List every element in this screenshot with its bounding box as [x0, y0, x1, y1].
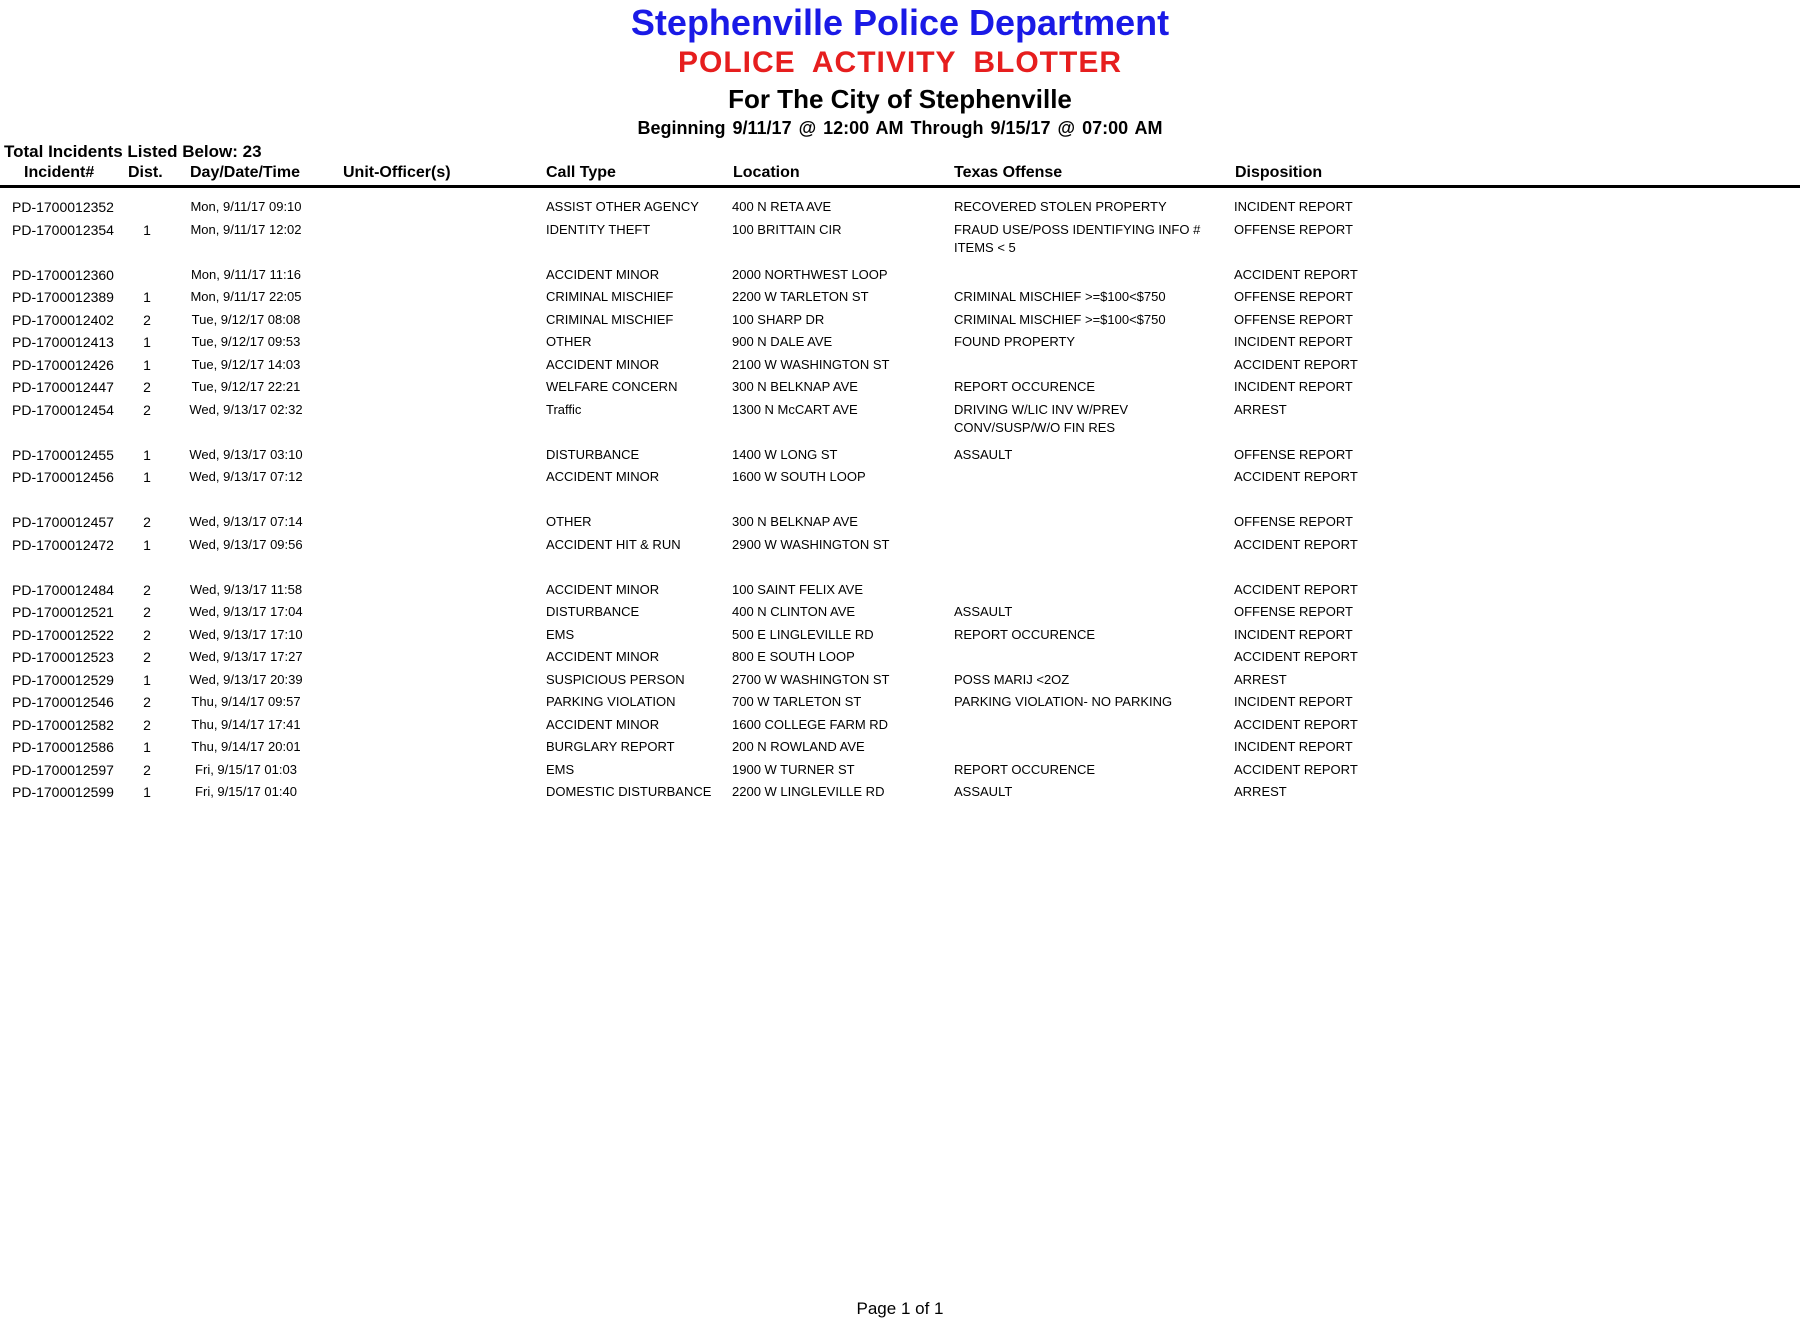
- location-cell: 1300 N McCART AVE: [732, 401, 858, 417]
- texas-offense-cell: ASSAULT: [954, 446, 1013, 462]
- table-row: [0, 446, 1800, 469]
- disposition-cell: INCIDENT REPORT: [1234, 739, 1353, 754]
- location-cell: 1600 COLLEGE FARM RD: [732, 716, 889, 732]
- table-row: [0, 626, 1800, 649]
- district-cell: 2: [143, 379, 151, 395]
- location-cell: 2700 W WASHINGTON ST: [732, 671, 890, 687]
- district-cell: 1: [143, 289, 151, 305]
- table-row: [0, 761, 1800, 784]
- texas-offense-cell: REPORT OCCURENCE: [954, 379, 1096, 394]
- location-cell: 100 SHARP DR: [732, 311, 825, 327]
- table-row: [0, 513, 1800, 536]
- district-cell: 2: [143, 604, 151, 620]
- district-cell: 1: [143, 446, 151, 463]
- incident-number-cell: PD-1700012546: [12, 694, 114, 710]
- department-title: Stephenville Police Department: [630, 2, 1170, 43]
- district-cell: 1: [143, 334, 151, 350]
- table-row: [0, 468, 1800, 513]
- call-type-cell: IDENTITY THEFT: [546, 221, 651, 237]
- incident-number-cell: PD-1700012413: [12, 334, 114, 350]
- location-cell: 2200 W LINGLEVILLE RD: [732, 784, 885, 799]
- call-type-cell: ACCIDENT HIT & RUN: [546, 536, 681, 552]
- location-cell: 2900 W WASHINGTON ST: [732, 536, 890, 552]
- call-type-cell: ACCIDENT MINOR: [546, 581, 660, 597]
- texas-offense-cell: RECOVERED STOLEN PROPERTY: [954, 199, 1167, 214]
- call-type-cell: ASSIST OTHER AGENCY: [546, 199, 699, 214]
- district-cell: 2: [143, 694, 151, 710]
- table-row: [0, 333, 1800, 356]
- incident-number-cell: PD-1700012523: [12, 649, 114, 665]
- incident-number-cell: PD-1700012354: [12, 221, 114, 238]
- district-cell: 2: [143, 581, 151, 598]
- date-time-cell: Thu, 9/14/17 17:41: [191, 716, 301, 732]
- call-type-cell: DOMESTIC DISTURBANCE: [546, 784, 712, 799]
- table-row: [0, 716, 1800, 739]
- table-row: [0, 671, 1800, 694]
- column-header-incident: Incident#: [24, 164, 95, 181]
- incident-number-cell: PD-1700012389: [12, 289, 114, 305]
- district-cell: 2: [143, 716, 151, 733]
- disposition-cell: INCIDENT REPORT: [1234, 334, 1353, 349]
- column-header-unit: Unit-Officer(s): [343, 164, 451, 181]
- date-time-cell: Wed, 9/13/17 09:56: [189, 536, 303, 552]
- texas-offense-cell: ASSAULT: [954, 784, 1013, 799]
- date-time-cell: Mon, 9/11/17 12:02: [190, 221, 302, 237]
- date-time-cell: Tue, 9/12/17 08:08: [191, 311, 301, 327]
- incident-number-cell: PD-1700012529: [12, 671, 114, 688]
- page-number: Page 1 of 1: [856, 1299, 944, 1318]
- call-type-cell: ACCIDENT MINOR: [546, 469, 660, 484]
- disposition-cell: OFFENSE REPORT: [1234, 289, 1353, 304]
- call-type-cell: CRIMINAL MISCHIEF: [546, 311, 674, 327]
- disposition-cell: OFFENSE REPORT: [1234, 221, 1353, 237]
- district-cell: 2: [143, 514, 151, 530]
- date-time-cell: Wed, 9/13/17 17:04: [189, 604, 303, 619]
- disposition-cell: ACCIDENT REPORT: [1234, 649, 1358, 664]
- column-header-offense: Texas Offense: [954, 164, 1063, 181]
- call-type-cell: ACCIDENT MINOR: [546, 716, 660, 732]
- table-row: [0, 693, 1800, 716]
- texas-offense-cell: FRAUD USE/POSS IDENTIFYING INFO # ITEMS < 5: [954, 221, 1201, 255]
- date-time-cell: Wed, 9/13/17 11:58: [189, 581, 303, 597]
- table-row: [0, 311, 1800, 334]
- disposition-cell: OFFENSE REPORT: [1234, 446, 1353, 462]
- district-cell: 1: [143, 739, 151, 755]
- city-line: For The City of Stephenville: [728, 84, 1072, 114]
- location-cell: 1600 W SOUTH LOOP: [732, 469, 866, 484]
- disposition-cell: ACCIDENT REPORT: [1234, 536, 1358, 552]
- date-time-cell: Wed, 9/13/17 02:32: [189, 401, 303, 417]
- column-header-location: Location: [733, 164, 800, 181]
- disposition-cell: INCIDENT REPORT: [1234, 199, 1353, 214]
- date-time-cell: Wed, 9/13/17 17:10: [189, 626, 303, 642]
- incident-number-cell: PD-1700012360: [12, 266, 114, 283]
- disposition-cell: INCIDENT REPORT: [1234, 379, 1353, 394]
- table-row: [0, 603, 1800, 626]
- disposition-cell: ACCIDENT REPORT: [1234, 356, 1358, 372]
- incident-number-cell: PD-1700012447: [12, 379, 114, 395]
- texas-offense-cell: PARKING VIOLATION- NO PARKING: [954, 694, 1173, 709]
- date-time-cell: Mon, 9/11/17 11:16: [190, 266, 302, 282]
- district-cell: 2: [143, 649, 151, 665]
- district-cell: 2: [143, 761, 151, 778]
- disposition-cell: OFFENSE REPORT: [1234, 311, 1353, 327]
- table-row: [0, 356, 1800, 379]
- date-time-cell: Tue, 9/12/17 22:21: [191, 379, 301, 394]
- call-type-cell: DISTURBANCE: [546, 604, 640, 619]
- call-type-cell: Traffic: [546, 401, 582, 417]
- texas-offense-cell: DRIVING W/LIC INV W/PREV CONV/SUSP/W/O FIN RES: [954, 401, 1129, 435]
- call-type-cell: CRIMINAL MISCHIEF: [546, 289, 674, 304]
- disposition-cell: ACCIDENT REPORT: [1234, 761, 1358, 777]
- incident-number-cell: PD-1700012521: [12, 604, 114, 620]
- texas-offense-cell: ASSAULT: [954, 604, 1013, 619]
- column-header-dist: Dist.: [128, 164, 163, 181]
- district-cell: 2: [143, 311, 151, 328]
- table-row: [0, 288, 1800, 311]
- location-cell: 2100 W WASHINGTON ST: [732, 356, 890, 372]
- table-row: [0, 581, 1800, 604]
- location-cell: 500 E LINGLEVILLE RD: [732, 626, 874, 642]
- date-time-cell: Wed, 9/13/17 20:39: [189, 671, 303, 687]
- call-type-cell: ACCIDENT MINOR: [546, 649, 660, 664]
- date-time-cell: Fri, 9/15/17 01:03: [195, 761, 297, 777]
- disposition-cell: ACCIDENT REPORT: [1234, 266, 1358, 282]
- incident-number-cell: PD-1700012472: [12, 536, 114, 553]
- date-time-cell: Mon, 9/11/17 09:10: [190, 199, 302, 214]
- table-row: [0, 221, 1800, 266]
- texas-offense-cell: CRIMINAL MISCHIEF >=$100<$750: [954, 311, 1166, 327]
- location-cell: 1900 W TURNER ST: [732, 761, 855, 777]
- call-type-cell: WELFARE CONCERN: [546, 379, 678, 394]
- disposition-cell: INCIDENT REPORT: [1234, 694, 1353, 709]
- district-cell: 1: [143, 784, 151, 800]
- table-row: [0, 783, 1800, 806]
- date-time-cell: Wed, 9/13/17 17:27: [189, 649, 303, 664]
- texas-offense-cell: FOUND PROPERTY: [954, 334, 1076, 349]
- location-cell: 200 N ROWLAND AVE: [732, 739, 865, 754]
- incident-number-cell: PD-1700012522: [12, 626, 114, 643]
- location-cell: 300 N BELKNAP AVE: [732, 379, 858, 394]
- column-header-disposition: Disposition: [1235, 164, 1323, 181]
- district-cell: 1: [143, 356, 151, 373]
- date-time-cell: Tue, 9/12/17 14:03: [191, 356, 301, 372]
- incident-number-cell: PD-1700012352: [12, 199, 114, 215]
- table-row: [0, 266, 1800, 289]
- call-type-cell: ACCIDENT MINOR: [546, 266, 660, 282]
- table-row: [0, 536, 1800, 581]
- location-cell: 400 N CLINTON AVE: [732, 604, 856, 619]
- header-divider: [0, 185, 1800, 188]
- disposition-cell: ARREST: [1234, 671, 1287, 687]
- location-cell: 2200 W TARLETON ST: [732, 289, 869, 304]
- incident-number-cell: PD-1700012402: [12, 311, 114, 328]
- disposition-cell: ACCIDENT REPORT: [1234, 469, 1358, 484]
- table-row: [0, 378, 1800, 401]
- disposition-cell: ARREST: [1234, 784, 1287, 799]
- incident-number-cell: PD-1700012597: [12, 761, 114, 778]
- incident-number-cell: PD-1700012599: [12, 784, 114, 800]
- incident-number-cell: PD-1700012426: [12, 356, 114, 373]
- column-header-call-type: Call Type: [546, 164, 616, 181]
- blotter-title: POLICE ACTIVITY BLOTTER: [677, 46, 1122, 79]
- disposition-cell: OFFENSE REPORT: [1234, 604, 1353, 619]
- district-cell: 2: [143, 626, 151, 643]
- call-type-cell: OTHER: [546, 334, 592, 349]
- incident-number-cell: PD-1700012484: [12, 581, 114, 598]
- texas-offense-cell: POSS MARIJ <2OZ: [954, 671, 1070, 687]
- district-cell: 1: [143, 221, 151, 238]
- texas-offense-cell: CRIMINAL MISCHIEF >=$100<$750: [954, 289, 1166, 304]
- disposition-cell: OFFENSE REPORT: [1234, 514, 1353, 529]
- district-cell: 1: [143, 469, 151, 485]
- incident-number-cell: PD-1700012456: [12, 469, 114, 485]
- date-time-cell: Thu, 9/14/17 20:01: [191, 739, 301, 754]
- incident-table: [0, 198, 1800, 806]
- location-cell: 300 N BELKNAP AVE: [732, 514, 858, 529]
- district-cell: 2: [143, 401, 151, 418]
- location-cell: 700 W TARLETON ST: [732, 694, 862, 709]
- incident-number-cell: PD-1700012457: [12, 514, 114, 530]
- incident-number-cell: PD-1700012454: [12, 401, 114, 418]
- incident-number-cell: PD-1700012586: [12, 739, 114, 755]
- column-header-datetime: Day/Date/Time: [190, 164, 300, 181]
- call-type-cell: OTHER: [546, 514, 592, 529]
- table-row: [0, 198, 1800, 221]
- texas-offense-cell: REPORT OCCURENCE: [954, 626, 1096, 642]
- location-cell: 400 N RETA AVE: [732, 199, 832, 214]
- date-time-cell: Wed, 9/13/17 07:12: [189, 469, 303, 484]
- table-row: [0, 738, 1800, 761]
- location-cell: 800 E SOUTH LOOP: [732, 649, 855, 664]
- table-row: [0, 401, 1800, 446]
- district-cell: 1: [143, 671, 151, 688]
- date-time-cell: Mon, 9/11/17 22:05: [190, 289, 302, 304]
- location-cell: 100 SAINT FELIX AVE: [732, 581, 864, 597]
- call-type-cell: DISTURBANCE: [546, 446, 640, 462]
- location-cell: 900 N DALE AVE: [732, 334, 833, 349]
- texas-offense-cell: REPORT OCCURENCE: [954, 761, 1096, 777]
- call-type-cell: EMS: [546, 761, 575, 777]
- call-type-cell: BURGLARY REPORT: [546, 739, 675, 754]
- table-row: [0, 648, 1800, 671]
- date-range: Beginning 9/11/17 @ 12:00 AM Through 9/15/17 @ 07:00 AM: [637, 118, 1163, 138]
- disposition-cell: ARREST: [1234, 401, 1287, 417]
- disposition-cell: INCIDENT REPORT: [1234, 626, 1353, 642]
- incident-number-cell: PD-1700012582: [12, 716, 114, 733]
- date-time-cell: Wed, 9/13/17 07:14: [189, 514, 303, 529]
- date-time-cell: Thu, 9/14/17 09:57: [191, 694, 301, 709]
- location-cell: 1400 W LONG ST: [732, 446, 838, 462]
- call-type-cell: PARKING VIOLATION: [546, 694, 676, 709]
- call-type-cell: SUSPICIOUS PERSON: [546, 671, 685, 687]
- location-cell: 2000 NORTHWEST LOOP: [732, 266, 888, 282]
- location-cell: 100 BRITTAIN CIR: [732, 221, 842, 237]
- incident-number-cell: PD-1700012455: [12, 446, 114, 463]
- disposition-cell: ACCIDENT REPORT: [1234, 581, 1358, 597]
- date-time-cell: Tue, 9/12/17 09:53: [191, 334, 301, 349]
- total-incidents: Total Incidents Listed Below: 23: [4, 142, 262, 161]
- call-type-cell: EMS: [546, 626, 575, 642]
- district-cell: 1: [143, 536, 151, 553]
- call-type-cell: ACCIDENT MINOR: [546, 356, 660, 372]
- disposition-cell: ACCIDENT REPORT: [1234, 716, 1358, 732]
- date-time-cell: Fri, 9/15/17 01:40: [195, 784, 297, 799]
- date-time-cell: Wed, 9/13/17 03:10: [189, 446, 303, 462]
